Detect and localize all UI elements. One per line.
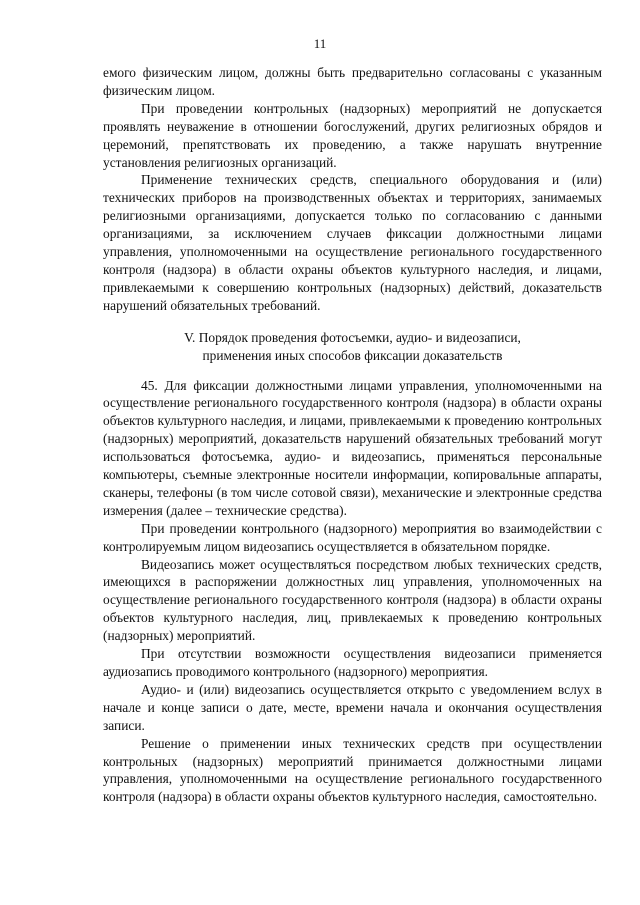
section-heading [103,329,602,365]
paragraph-religious-respect: При проведении контрольных (надзорных) мероприятий не допускается проявлять неуважение в отношении богослужений, других религиозных обрядов и церемоний, препятствовать их проведению, а также нарушать внутренние установления религиозных организаций. [103,100,602,170]
paragraph-45: 45. Для фиксации должностными лицами управления, уполномоченными на осуществление регионального государственного контроля (надзора) в области охраны объектов культурного наследия, и лицами, привлекаемыми к проведению контрольных (надзорных) мероприятий, доказательств нарушений обязательных требований могут использоваться фотосъемка, аудио- и видеозапись, применяться персональные компьютеры, съемные электронные носители информации, копировальные аппараты, сканеры, телефоны (в том числе сотовой связи), механические и электронные средства измерения (далее – технические средства). [103,377,602,518]
paragraph-video-means: Видеозапись может осуществляться посредством любых технических средств, имеющихся в распоряжении должностных лиц управления, уполномоченных на осуществление регионального государственного контроля (надзора) в области охраны объектов культурного наследия, лиц, привлекаемых к проведению контрольных (надзорных) мероприятий. [103,556,602,644]
section-heading-line-2: применения иных способов фиксации доказательств [202,347,503,363]
paragraph-continuation: емого физическим лицом, должны быть предварительно согласованы с указанным физическим лицом. [103,65,602,98]
page-number: 11 [313,36,327,51]
paragraph-audio-fallback: При отсутствии возможности осуществления видеозаписи применяется аудиозапись проводимого контрольного (надзорного) мероприятия. [103,646,602,679]
paragraph-open-recording: Аудио- и (или) видеозапись осуществляется открыто с уведомлением вслух в начале и конце записи о дате, месте, времени начала и окончания осуществления записи. [103,681,602,733]
paragraph-other-means-decision: Решение о применении иных технических средств при осуществлении контрольных (надзорных) мероприятий принимается должностными лицами управления, уполномоченными на осуществление регионального государственного контроля (надзора) в области охраны объектов культурного наследия, самостоятельно. [103,735,602,805]
section-heading-line-1: V. Порядок проведения фотосъемки, аудио- и видеозаписи, [184,329,521,345]
document-body [103,64,602,806]
paragraph-technical-means-religious: Применение технических средств, специального оборудования и (или) технических приборов на производственных объектах и территориях, занимаемых религиозными организациями, допускается только по согласованию с данными организациями, за исключением случаев фиксации должностными лицами управления, уполномоченными на осуществление регионального государственного контроля (надзора) в области охраны объектов культурного наследия, и лицами, привлекаемыми к совершению контрольных (надзорных) действий, доказательств нарушений обязательных требований. [103,172,602,313]
paragraph-video-mandatory: При проведении контрольного (надзорного) мероприятия во взаимодействии с контролируемым лицом видеозапись осуществляется в обязательном порядке. [103,520,602,554]
